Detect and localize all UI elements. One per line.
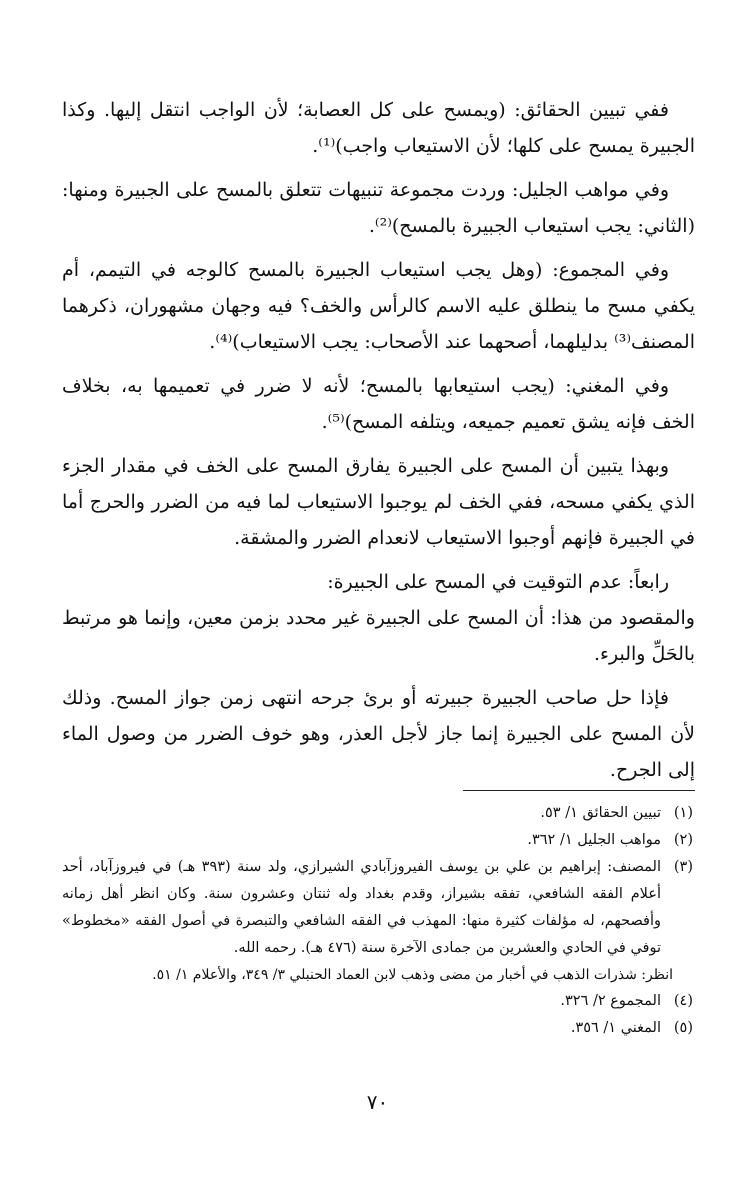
footnote xyxy=(62,854,693,962)
footnote xyxy=(62,827,693,854)
footnote-number: (٥) xyxy=(673,1020,693,1036)
paragraph-tabyin: ففي تبيين الحقائق: (ويمسح على كل العصابة؛ لأن الواجب انتقل إليها. وكذا الجبيرة يمسح على كلها؛ لأن الاستيعاب واجب)⁽¹⁾. xyxy=(62,99,695,157)
paragraph-majmu: وفي المجموع: (وهل يجب استيعاب الجبيرة بالمسح كالوجه في التيمم، أم يكفي مسح ما ينطلق عليه الاسم كالرأس والخف؟ فيه وجهان مشهوران، ذكرهما المصنف⁽³⁾ بدليلهما، أصحهما عند الأصحاب: يجب الاستيعاب)⁽⁴⁾. xyxy=(62,259,695,353)
paragraph-conclusion: وبهذا يتبين أن المسح على الجبيرة يفارق المسح على الخف في مقدار الجزء الذي يكفي مسحه، ففي الخف لم يوجبوا الاستيعاب لما فيه من الضرر والحرج أما في الجبيرة فإنهم أوجبوا الاستيعاب لانعدام الضرر والمشقة. xyxy=(62,455,695,549)
footnote xyxy=(62,1015,693,1042)
paragraph-purpose: والمقصود من هذا: أن المسح على الجبيرة غير محدد بزمن معين، وإنما هو مرتبط بالحَلِّ والبرء. xyxy=(62,607,695,665)
footnote-text: المغني ١/ ٣٥٦. xyxy=(570,1020,661,1036)
footnote xyxy=(62,988,693,1015)
footnote-number: (٣) xyxy=(673,859,693,875)
footnote-text: المجموع ٢/ ٣٢٦. xyxy=(560,993,661,1009)
main-text xyxy=(62,92,695,796)
footnote-number: (٤) xyxy=(673,993,693,1009)
footnote-text: تبيين الحقائق ١/ ٥٣. xyxy=(540,805,661,821)
footnote-divider xyxy=(463,790,695,791)
paragraph-mughni: وفي المغني: (يجب استيعابها بالمسح؛ لأنه لا ضرر في تعميمها به، بخلاف الخف فإنه يشق تعميم جميعه، ويتلفه المسح)⁽⁵⁾. xyxy=(62,375,695,433)
paragraph-end-of-wiping: فإذا حل صاحب الجبيرة جبيرته أو برئ جرحه انتهى زمن جواز المسح. وذلك لأن المسح على الجبيرة إنما جاز لأجل العذر، وهو خوف الضرر من وصول الماء إلى الجرح. xyxy=(62,687,695,781)
footnote xyxy=(62,800,693,827)
footnote-source: انظر: شذرات الذهب في أخبار من مضى وذهب لابن العماد الحنبلي ٣/ ٣٤٩، والأعلام ١/ ٥١. xyxy=(152,967,673,983)
footnote-text: مواهب الجليل ١/ ٣٦٢. xyxy=(527,832,661,848)
page-number: ٧٠ xyxy=(366,1090,389,1114)
footnote-number: (٢) xyxy=(673,832,693,848)
footnotes xyxy=(62,800,693,1042)
paragraph-mawahib: وفي مواهب الجليل: وردت مجموعة تنبيهات تتعلق بالمسح على الجبيرة ومنها: (الثاني: يجب استيعاب الجبيرة بالمسح)⁽²⁾. xyxy=(62,179,695,237)
section-heading-fourth: رابعاً: عدم التوقيت في المسح على الجبيرة: xyxy=(327,571,669,593)
footnote-number: (١) xyxy=(673,805,693,821)
footnote-text: المصنف: إبراهيم بن علي بن يوسف الفيروزآبادي الشيرازي، ولد سنة (٣٩٣ هـ) في فيروزآباد، أحد أعلام الفقه الشافعي، تفقه بشيراز، وقدم بغداد وله ثنتان وعشرون سنة. وكان انظر أهل زمانه وأفصحهم، له مؤلفات كثيرة منها: المهذب في الفقه الشافعي والتبصرة في أصول الفقه «مخطوط» توفي في الحادي والعشرين من جمادى الآخرة سنة (٤٧٦ هـ). رحمه الله. xyxy=(62,859,661,956)
